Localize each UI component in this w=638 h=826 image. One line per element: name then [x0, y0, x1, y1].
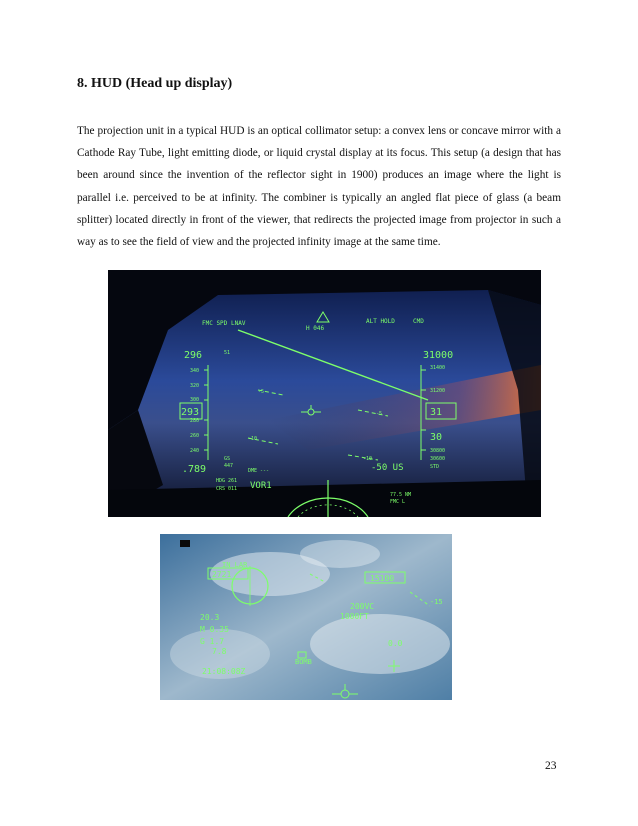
alt-current: 31	[430, 407, 443, 418]
pitch-label-1: -5	[258, 389, 265, 395]
dme-readout: DME ---	[248, 468, 270, 474]
alt-tick-2: 31200	[430, 388, 446, 394]
fighter-airspeed: 200VC	[350, 602, 375, 611]
mode-fmc-spd: FMC SPD	[202, 320, 228, 327]
alt-thirty: 30	[430, 432, 443, 443]
mode-alt-hold: ALT HOLD	[366, 318, 395, 325]
mode-lnav: LNAV	[231, 320, 246, 327]
speed-tick-1: 340	[190, 368, 200, 374]
pitch-label-4: -5	[376, 411, 383, 417]
vertical-speed: -50 US	[371, 463, 404, 473]
speed-tick-3: 300	[190, 397, 200, 403]
fighter-right-box: 15100	[370, 574, 395, 583]
distance-readout: 77.5 NM	[390, 492, 412, 498]
fighter-alpha: 20.3	[200, 613, 220, 622]
section-heading: 8. HUD (Head up display)	[77, 76, 233, 91]
alt-tick-1: 31400	[430, 365, 446, 371]
fighter-g-load: G 1.7	[200, 637, 225, 646]
fighter-altitude: 1000FT	[340, 612, 369, 621]
airliner-hud-image	[108, 270, 541, 517]
fighter-mach: M 0.35	[200, 625, 229, 634]
body-paragraph: The projection unit in a typical HUD is an optical collimator setup: a convex lens or concave mirror with a Cathode Ray Tube, light emitting diode, or liquid crystal display at its focus. This setup (a design that has been around since the invention of the reflector sight in 1900) produces an image where the light is parallel i.e. perceived to be at infinity. The combiner is typically an angled flat piece of glass (a beam splitter) located directly in front of the viewer, that redirects the projected image from projector in such a way as to see the field of view and the projected infinity image at the same time.	[77, 125, 561, 249]
page-number: 23	[545, 760, 557, 772]
gs-value: 447	[224, 463, 234, 469]
fighter-time: 21:08:08Z	[202, 667, 246, 676]
gs-label: GS	[224, 456, 231, 462]
alt-tick-3: 30800	[430, 448, 446, 454]
pitch-label-3: -10	[363, 456, 373, 462]
speed-tick-5: 260	[190, 433, 200, 439]
fighter-left-box: 2721	[212, 570, 232, 579]
baro-setting: STD	[430, 464, 440, 470]
fighter-mode: IN LAR	[222, 561, 248, 569]
heading-top: H 046	[306, 325, 325, 332]
speed-tick-2: 320	[190, 383, 200, 389]
mode-cmd: CMD	[413, 318, 424, 325]
speed-selected: 296	[184, 350, 203, 361]
fighter-weapon: BOMB	[295, 658, 312, 666]
hdg-readout: HDG 261	[216, 478, 238, 484]
alt-tick-4: 30600	[430, 456, 446, 462]
nav-source: VOR1	[250, 481, 272, 491]
fighter-g-max: 7.8	[212, 647, 227, 656]
speed-current: 293	[181, 407, 200, 418]
speed-tick-4: 280	[190, 418, 200, 424]
alt-selected: 31000	[423, 350, 454, 361]
fighter-range: 0.0	[388, 639, 403, 648]
fighter-pitch-label: -15	[430, 598, 443, 606]
speed-tick-6: 240	[190, 448, 200, 454]
crs-readout: CRS 011	[216, 486, 238, 492]
mach-readout: .789	[182, 464, 207, 475]
fighter-hud-image	[160, 534, 452, 700]
fmc-l: FMC L	[390, 499, 406, 505]
pitch-label-5: 51	[224, 350, 231, 356]
pitch-label-2: -10	[248, 436, 258, 442]
